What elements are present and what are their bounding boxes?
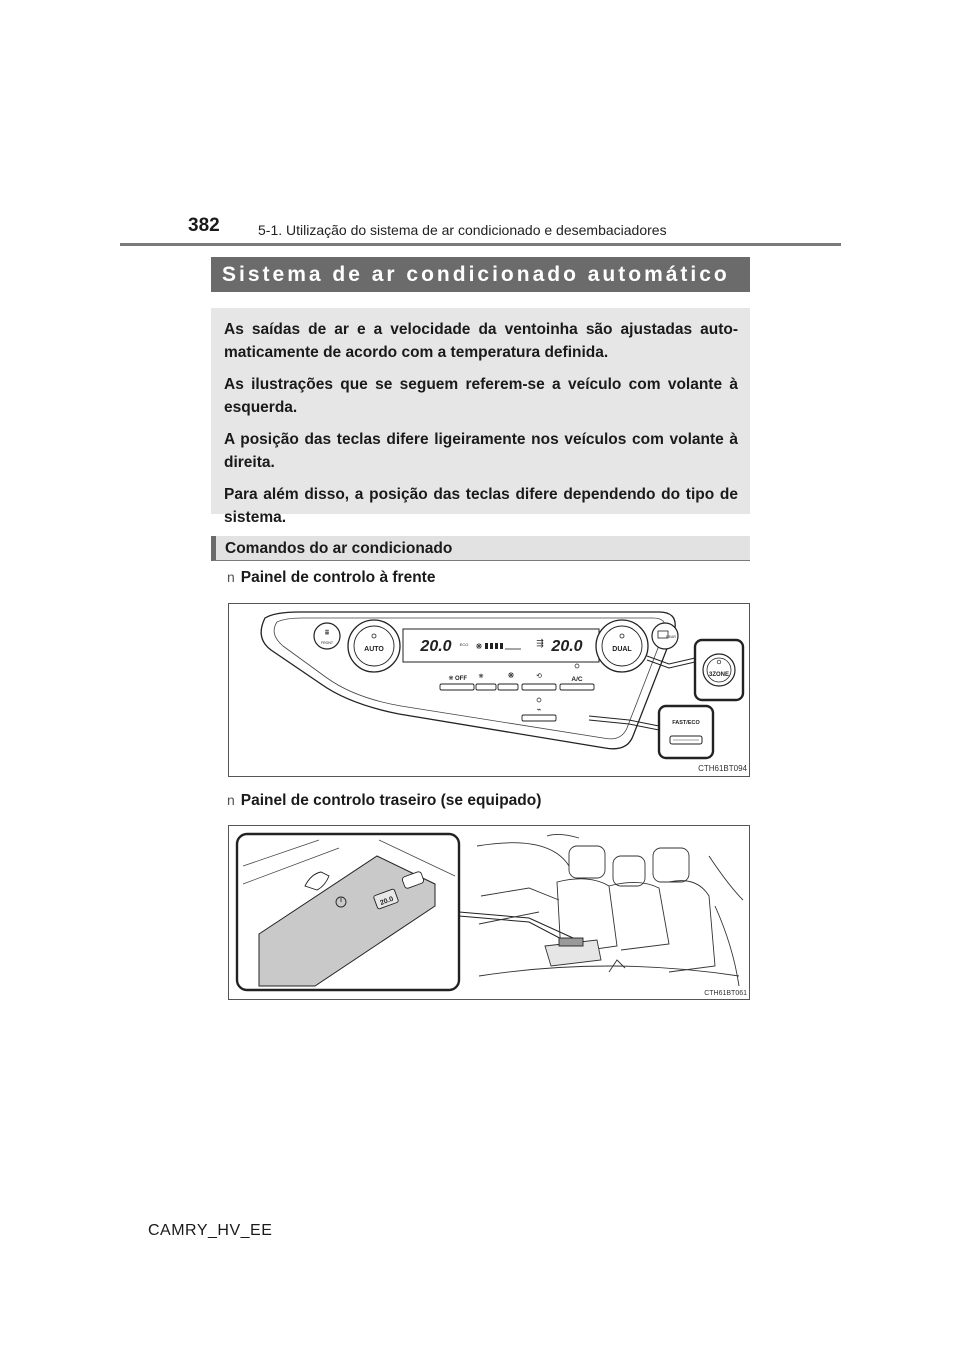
fan-down-button[interactable]	[476, 684, 496, 690]
air-outlet-button[interactable]	[522, 715, 556, 721]
eco-indicator: ECO	[459, 642, 469, 647]
dual-knob[interactable]	[596, 620, 648, 672]
intro-box	[211, 308, 750, 526]
front-label: FRONT	[320, 641, 334, 645]
front-panel-figure	[228, 603, 750, 777]
rear-label: REAR	[666, 635, 676, 639]
rear-panel-caption	[227, 792, 541, 810]
rear-defrost-button[interactable]	[652, 623, 678, 649]
intro-paragraph: As saídas de ar e a velocidade da ventoinha são ajustadas auto-maticamente de acordo com a temperatura definida.	[224, 321, 738, 361]
fan-icon: ❋	[448, 676, 454, 682]
fast-eco-label: FAST/ECO	[672, 720, 700, 726]
dual-label: DUAL	[612, 646, 632, 653]
bullet-marker: n	[227, 792, 235, 808]
footer-model: CAMRY_HV_EE	[148, 1222, 273, 1239]
section-title: 5-1. Utilização do sistema de ar condicionado e desembaciadores	[258, 222, 667, 238]
page-number: 382	[188, 215, 220, 236]
fan-up-icon: ❋	[507, 671, 515, 680]
left-temp-readout: 20.0	[420, 638, 452, 655]
rear-panel-label: Painel de controlo traseiro (se equipado)	[240, 792, 542, 809]
air-outlet-icon: ⌁	[536, 705, 542, 714]
front-defrost-button[interactable]	[314, 623, 340, 649]
off-label: OFF	[455, 676, 467, 682]
sub-heading: Comandos do ar condicionado	[211, 536, 750, 561]
intro-paragraph: Para além disso, a posição das teclas difere dependendo do tipo de sistema.	[224, 486, 738, 526]
three-zone-button[interactable]	[703, 654, 735, 686]
recirculation-icon: ⟲	[536, 673, 542, 680]
rear-panel-figure	[228, 825, 750, 1000]
rear-seat-illustration	[477, 834, 743, 986]
main-heading: Sistema de ar condicionado automático	[211, 257, 750, 292]
climate-display	[403, 629, 599, 662]
svg-text:⩩: ⩩	[324, 628, 330, 637]
rear-control-closeup	[237, 834, 459, 990]
three-zone-label: 3ZONE	[708, 672, 730, 678]
intro-paragraph: As ilustrações que se seguem referem-se a veículo com volante à esquerda.	[224, 376, 738, 416]
three-zone-callout	[695, 640, 743, 700]
airflow-icon: ⇶	[536, 638, 544, 648]
rear-temp-readout: 20.0	[379, 895, 395, 907]
auto-knob[interactable]	[348, 620, 400, 672]
figure-code: CTH61BT061	[704, 990, 747, 997]
front-panel-label: Painel de controlo à frente	[240, 569, 436, 586]
front-panel-caption	[227, 569, 435, 587]
fast-eco-callout	[659, 706, 713, 758]
ac-label: A/C	[571, 676, 583, 683]
fan-up-button[interactable]	[498, 684, 518, 690]
fan-down-icon: ❋	[478, 674, 484, 680]
ac-button[interactable]	[560, 684, 594, 690]
fan-icon: ❋	[475, 642, 483, 651]
right-temp-readout: 20.0	[551, 638, 583, 655]
header-divider	[120, 243, 841, 246]
intro-paragraph: A posição das teclas difere ligeiramente nos veículos com volante à direita.	[224, 431, 738, 471]
bullet-marker: n	[227, 569, 235, 585]
figure-code: CTH61BT094	[698, 764, 747, 773]
auto-label: AUTO	[364, 646, 384, 653]
recirculation-button[interactable]	[522, 684, 556, 690]
off-button[interactable]	[440, 684, 474, 690]
